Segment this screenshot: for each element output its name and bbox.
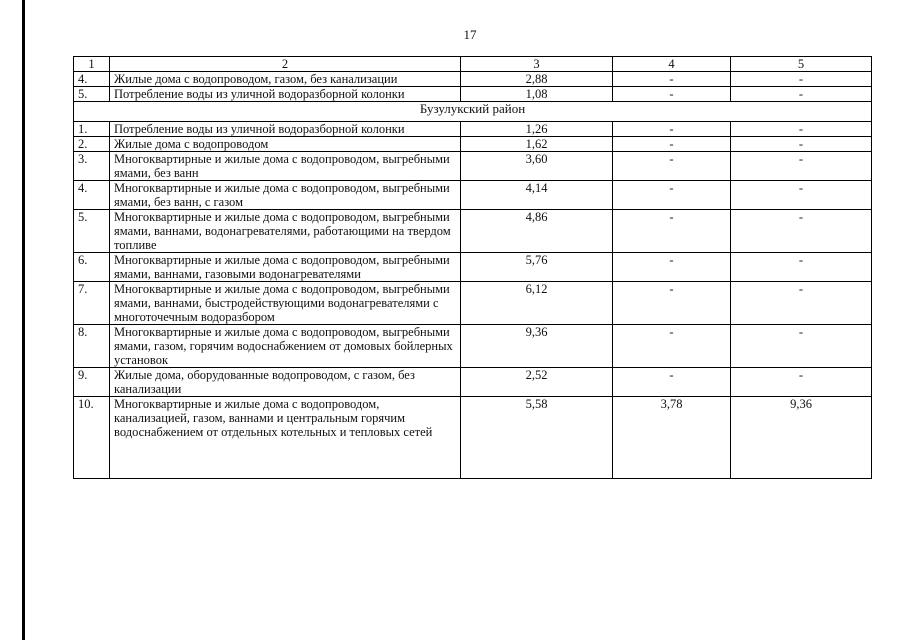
row-value-col4: - [613, 137, 731, 152]
table-row [74, 282, 872, 325]
header-col-3: 3 [461, 57, 613, 72]
row-number: 6. [74, 253, 110, 282]
table-row [74, 87, 872, 102]
table-row [74, 397, 872, 479]
row-number: 2. [74, 137, 110, 152]
table-row [74, 152, 872, 181]
row-number: 10. [74, 397, 110, 479]
row-description: Многоквартирные и жилые дома с водопроводом, выгребными ямами, газом, горячим водоснабжением от домовых бойлерных установок [110, 325, 461, 368]
row-value-col5: - [731, 137, 872, 152]
header-col-1: 1 [74, 57, 110, 72]
row-value-col5: - [731, 152, 872, 181]
row-value-col4: - [613, 87, 731, 102]
row-number: 3. [74, 152, 110, 181]
row-value-col4: - [613, 181, 731, 210]
row-number: 5. [74, 87, 110, 102]
row-description: Многоквартирные и жилые дома с водопроводом, выгребными ямами, без ванн [110, 152, 461, 181]
row-number: 5. [74, 210, 110, 253]
row-description: Жилые дома, оборудованные водопроводом, с газом, без канализации [110, 368, 461, 397]
row-value-col4: - [613, 253, 731, 282]
table-row [74, 181, 872, 210]
row-value-col5: - [731, 368, 872, 397]
row-value-col4: - [613, 325, 731, 368]
row-value-col5: - [731, 282, 872, 325]
row-value-col5: - [731, 253, 872, 282]
row-value-col3: 4,14 [461, 181, 613, 210]
header-col-4: 4 [613, 57, 731, 72]
row-number: 9. [74, 368, 110, 397]
table-row [74, 210, 872, 253]
row-value-col3: 5,76 [461, 253, 613, 282]
row-value-col3: 2,52 [461, 368, 613, 397]
row-value-col5: - [731, 181, 872, 210]
row-description: Многоквартирные и жилые дома с водопроводом, выгребными ямами, ваннами, водонагревателями, работающими на твердом топливе [110, 210, 461, 253]
row-value-col5: - [731, 122, 872, 137]
row-number: 4. [74, 181, 110, 210]
row-value-col3: 6,12 [461, 282, 613, 325]
row-value-col5: - [731, 325, 872, 368]
district-name: Бузулукский район [74, 102, 872, 122]
row-value-col4: 3,78 [613, 397, 731, 479]
row-value-col3: 1,62 [461, 137, 613, 152]
district-header-row [74, 102, 872, 122]
row-value-col5: - [731, 87, 872, 102]
row-value-col4: - [613, 152, 731, 181]
row-description: Многоквартирные и жилые дома с водопроводом, выгребными ямами, без ванн, с газом [110, 181, 461, 210]
table-header-row [74, 57, 872, 72]
table-row [74, 368, 872, 397]
row-value-col5: 9,36 [731, 397, 872, 479]
row-description: Потребление воды из уличной водоразборной колонки [110, 122, 461, 137]
row-value-col3: 1,08 [461, 87, 613, 102]
row-description: Потребление воды из уличной водоразборной колонки [110, 87, 461, 102]
table-row [74, 253, 872, 282]
table-row [74, 122, 872, 137]
page-number: 17 [463, 27, 477, 42]
row-description: Многоквартирные и жилые дома с водопроводом, выгребными ямами, ваннами, быстродействующими водонагревателями с многоточечным водоразбором [110, 282, 461, 325]
row-number: 4. [74, 72, 110, 87]
row-value-col3: 4,86 [461, 210, 613, 253]
row-value-col4: - [613, 210, 731, 253]
header-col-5: 5 [731, 57, 872, 72]
scan-edge-bar [22, 0, 25, 640]
row-value-col5: - [731, 210, 872, 253]
table-row [74, 137, 872, 152]
row-value-col4: - [613, 72, 731, 87]
row-description: Многоквартирные и жилые дома с водопроводом, выгребными ямами, ваннами, газовыми водонагревателями [110, 253, 461, 282]
consumption-norms-table [73, 56, 872, 479]
table-row [74, 325, 872, 368]
row-value-col4: - [613, 122, 731, 137]
row-value-col4: - [613, 368, 731, 397]
header-col-2: 2 [110, 57, 461, 72]
row-value-col3: 9,36 [461, 325, 613, 368]
row-description: Жилые дома с водопроводом, газом, без канализации [110, 72, 461, 87]
table-row [74, 72, 872, 87]
row-value-col3: 2,88 [461, 72, 613, 87]
row-number: 1. [74, 122, 110, 137]
row-number: 7. [74, 282, 110, 325]
row-description: Многоквартирные и жилые дома с водопроводом, канализацией, газом, ваннами и центральным горячим водоснабжением от отдельных котельных и тепловых сетей [110, 397, 461, 479]
row-number: 8. [74, 325, 110, 368]
row-description: Жилые дома с водопроводом [110, 137, 461, 152]
row-value-col3: 5,58 [461, 397, 613, 479]
row-value-col4: - [613, 282, 731, 325]
row-value-col5: - [731, 72, 872, 87]
row-value-col3: 3,60 [461, 152, 613, 181]
row-value-col3: 1,26 [461, 122, 613, 137]
